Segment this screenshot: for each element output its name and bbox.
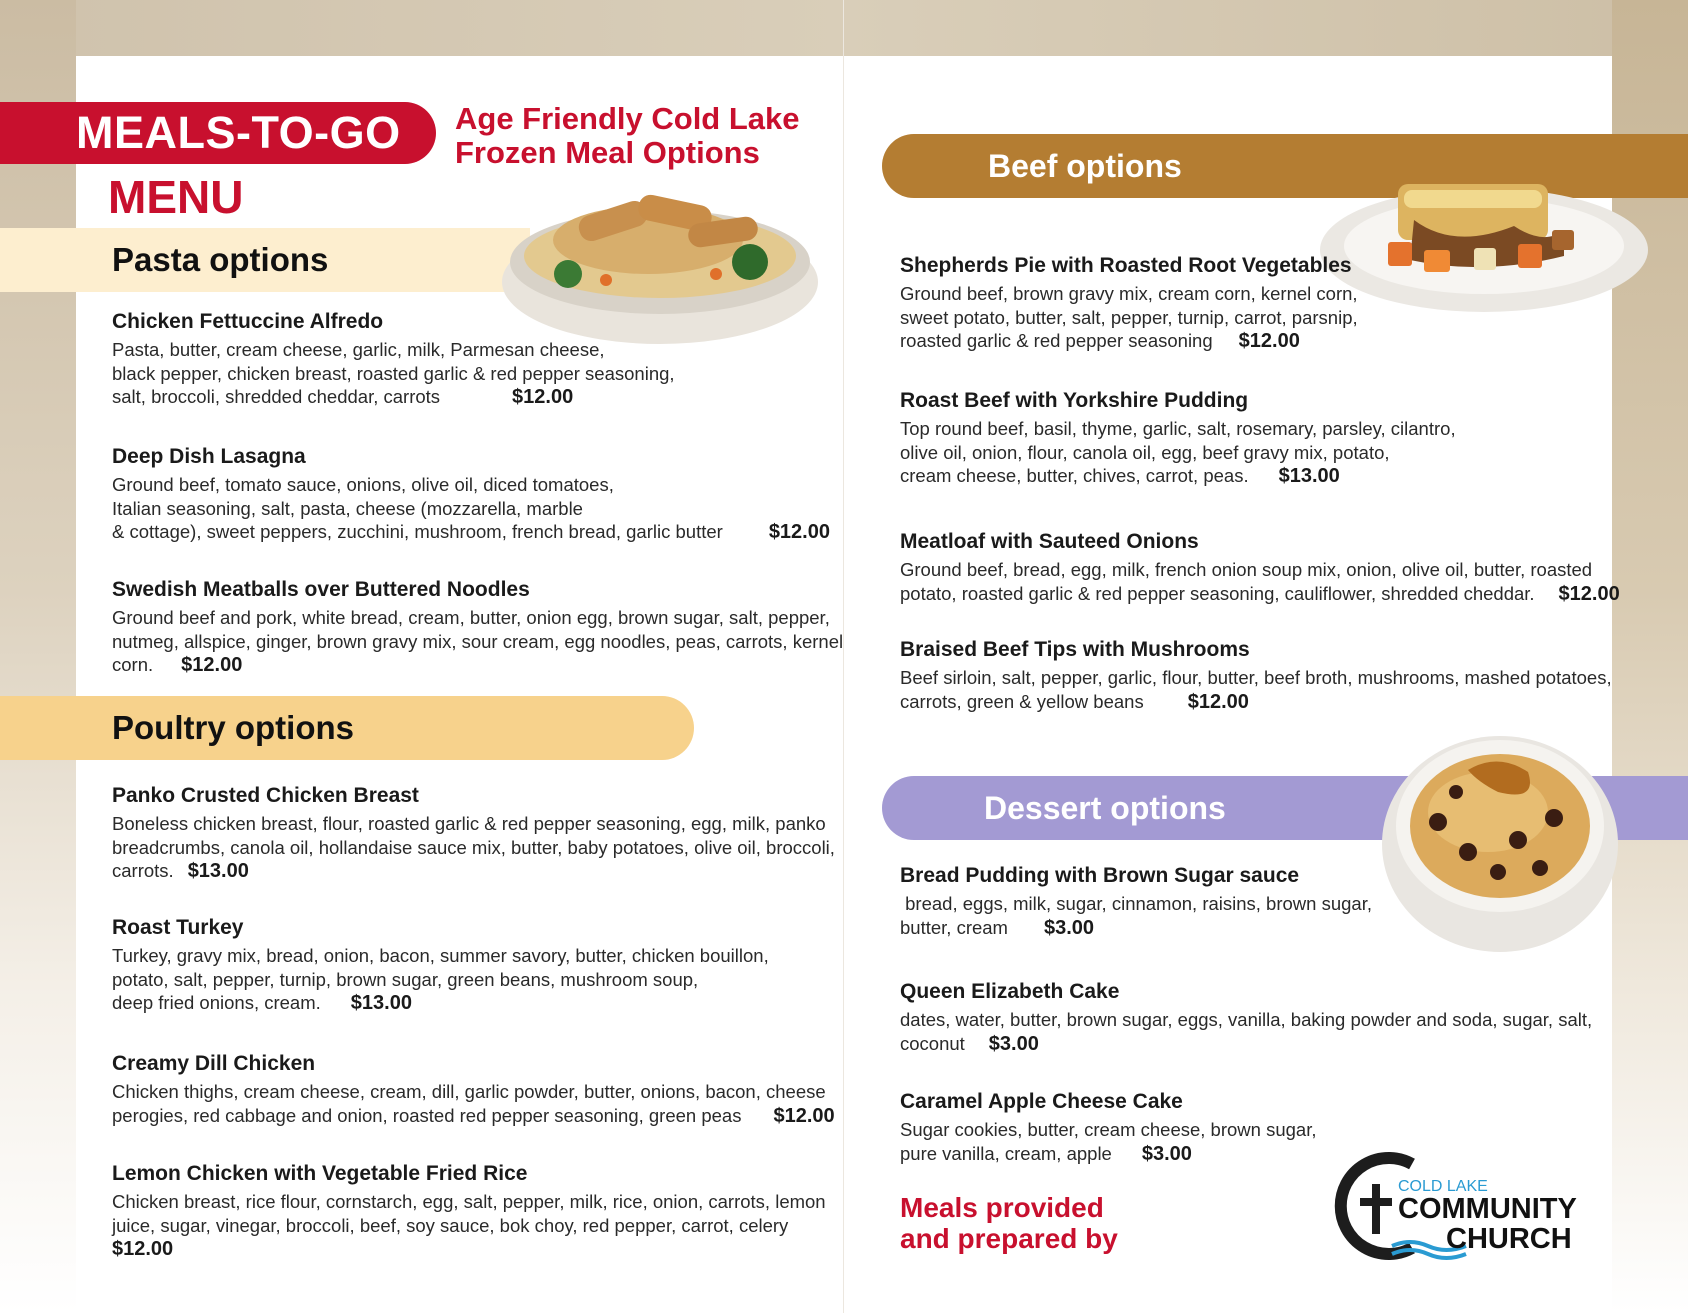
menu-subtitle: [455, 102, 800, 170]
menu-title: MEALS-TO-GO: [0, 102, 436, 164]
menu-item-roast-beef: [900, 389, 1456, 489]
footer-line-2: and prepared by: [900, 1223, 1118, 1254]
item-description-text: roasted garlic & red pepper seasoning: [900, 330, 1213, 351]
item-price: $12.00: [512, 386, 574, 408]
item-description-line: Pasta, butter, cream cheese, garlic, milk, Parmesan cheese,: [112, 339, 605, 360]
item-description-line: black pepper, chicken breast, roasted garlic & red pepper seasoning,: [112, 362, 675, 384]
item-description-text: deep fried onions, cream.: [112, 992, 321, 1013]
bread-pudding-photo: [1378, 722, 1622, 958]
footer-line-1: Meals provided: [900, 1192, 1104, 1223]
item-price: $13.00: [1278, 465, 1340, 487]
item-description-line: sweet potato, butter, salt, pepper, turnip, carrot, parsnip,: [900, 306, 1358, 328]
item-description-text: salt, broccoli, shredded cheddar, carrots: [112, 386, 441, 407]
menu-item-panko-crusted-chicken: [112, 784, 835, 884]
item-description-text: butter, cream: [900, 916, 1008, 938]
item-description-text: corn.: [112, 654, 154, 675]
item-name: Roast Turkey: [112, 916, 244, 939]
item-description-text: pure vanilla, cream, apple: [900, 1142, 1112, 1164]
item-description-line: [900, 690, 1612, 715]
item-name: Braised Beef Tips with Mushrooms: [900, 638, 1250, 661]
menu-item-shepherds-pie: [900, 254, 1358, 354]
item-description-line: [112, 520, 830, 545]
item-name: Queen Elizabeth Cake: [900, 980, 1120, 1003]
item-description-line: bread, eggs, milk, sugar, cinnamon, raisins, brown sugar,: [900, 893, 1372, 914]
item-description-line: [112, 859, 835, 884]
item-price: $12.00: [112, 1238, 174, 1260]
item-description-text: cream cheese, butter, chives, carrot, peas.: [900, 465, 1249, 486]
logo-line-1: COMMUNITY: [1398, 1193, 1577, 1225]
poultry-heading: Poultry options: [0, 696, 694, 760]
menu-item-roast-turkey: [112, 916, 769, 1016]
item-description-line: Beef sirloin, salt, pepper, garlic, flour, butter, beef broth, mushrooms, mashed potatoes,: [900, 667, 1612, 688]
item-description-line: Chicken thighs, cream cheese, cream, dill, garlic powder, butter, onions, bacon, cheese: [112, 1081, 826, 1102]
item-description-line: dates, water, butter, brown sugar, eggs, vanilla, baking powder and soda, sugar, salt,: [900, 1009, 1593, 1030]
item-price: $12.00: [181, 654, 243, 676]
item-description-line: [900, 464, 1456, 489]
item-price: $12.00: [773, 1104, 835, 1127]
item-description-line: [900, 916, 1372, 941]
item-description-line: [900, 1032, 1592, 1057]
item-description-line: [112, 1104, 835, 1129]
item-price: $13.00: [350, 992, 412, 1014]
item-description-line: [112, 1237, 826, 1262]
item-description-line: [112, 385, 675, 410]
item-description-line: Sugar cookies, butter, cream cheese, brown sugar,: [900, 1119, 1317, 1140]
item-description-line: Boneless chicken breast, flour, roasted garlic & red pepper seasoning, egg, milk, panko: [112, 813, 826, 834]
item-description-text: coconut: [900, 1032, 965, 1054]
item-description-line: Ground beef, bread, egg, milk, french onion soup mix, onion, olive oil, butter, roasted: [900, 559, 1593, 580]
page-fold: [843, 0, 844, 1313]
item-name: Meatloaf with Sauteed Onions: [900, 530, 1199, 553]
item-description-line: Italian seasoning, salt, pasta, cheese (mozzarella, marble: [112, 497, 583, 519]
menu-item-swedish-meatballs: [112, 578, 843, 678]
item-name: Panko Crusted Chicken Breast: [112, 784, 419, 807]
logo-small-text: COLD LAKE: [1398, 1178, 1488, 1195]
item-name: Deep Dish Lasagna: [112, 445, 306, 468]
menu-item-lemon-chicken: [112, 1162, 826, 1262]
shepherds-pie-photo: [1314, 160, 1654, 320]
item-name: Shepherds Pie with Roasted Root Vegetables: [900, 254, 1352, 277]
item-price: $13.00: [187, 860, 249, 882]
dessert-heading: Dessert options: [882, 776, 1688, 840]
logo-line-2: CHURCH: [1446, 1223, 1572, 1255]
item-price: $12.00: [1187, 690, 1249, 713]
menu-item-braised-beef-tips: [900, 638, 1612, 714]
item-price: $3.00: [1043, 916, 1095, 939]
item-name: Swedish Meatballs over Buttered Noodles: [112, 578, 530, 601]
item-description-text: carrots, green & yellow beans: [900, 690, 1144, 712]
item-description-line: Ground beef and pork, white bread, cream, butter, onion egg, brown sugar, salt, pepper,: [112, 607, 830, 628]
item-description-line: nutmeg, allspice, ginger, brown gravy mix, sour cream, egg noodles, peas, carrots, kernel: [112, 630, 844, 652]
item-name: Creamy Dill Chicken: [112, 1052, 316, 1075]
item-price: $12.00: [768, 521, 830, 543]
background-left: [0, 0, 76, 1313]
item-description-text: potato, roasted garlic & red pepper seasoning, cauliflower, shredded cheddar.: [900, 582, 1535, 604]
subtitle-line-1: Age Friendly Cold Lake: [455, 101, 800, 136]
item-description-text: carrots.: [112, 860, 174, 881]
item-description-line: [112, 991, 769, 1016]
menu-item-meatloaf: [900, 530, 1620, 606]
item-price: $12.00: [1558, 582, 1620, 605]
subtitle-line-2: Frozen Meal Options: [455, 135, 760, 170]
item-name: Bread Pudding with Brown Sugar sauce: [900, 864, 1300, 887]
item-description-line: Ground beef, tomato sauce, onions, olive oil, diced tomatoes,: [112, 474, 614, 495]
menu-word: MENU: [108, 171, 244, 223]
menu-item-queen-elizabeth-cake: [900, 980, 1592, 1056]
church-logo: [1320, 1150, 1580, 1262]
item-description-line: juice, sugar, vinegar, broccoli, beef, soy sauce, bok choy, red pepper, carrot, celery: [112, 1214, 789, 1236]
item-description-text: & cottage), sweet peppers, zucchini, mushroom, french bread, garlic butter: [112, 521, 723, 542]
item-price: $3.00: [1141, 1142, 1192, 1165]
menu-item-bread-pudding: [900, 864, 1372, 940]
item-description-line: Ground beef, brown gravy mix, cream corn, kernel corn,: [900, 283, 1358, 304]
menu-item-caramel-apple-cheese-cake: [900, 1090, 1316, 1166]
item-name: Caramel Apple Cheese Cake: [900, 1090, 1183, 1113]
menu-item-creamy-dill-chicken: [112, 1052, 835, 1128]
item-name: Chicken Fettuccine Alfredo: [112, 310, 384, 333]
item-description-line: Top round beef, basil, thyme, garlic, salt, rosemary, parsley, cilantro,: [900, 418, 1456, 439]
footer-credit: [900, 1192, 1118, 1254]
item-description-line: breadcrumbs, canola oil, hollandaise sauce mix, butter, baby potatoes, olive oil, broccoli,: [112, 836, 835, 858]
background-top: [0, 0, 1688, 56]
item-description-line: [900, 1142, 1316, 1167]
beef-heading: Beef options: [882, 134, 1688, 198]
item-price: $12.00: [1238, 330, 1300, 352]
menu-item-deep-dish-lasagna: [112, 445, 830, 545]
item-description-line: [900, 582, 1620, 607]
menu-item-chicken-fettuccine-alfredo: [112, 310, 675, 410]
item-description-line: Turkey, gravy mix, bread, onion, bacon, summer savory, butter, chicken bouillon,: [112, 945, 769, 966]
pasta-heading: Pasta options: [0, 228, 530, 292]
item-description-text: perogies, red cabbage and onion, roasted red pepper seasoning, green peas: [112, 1104, 742, 1126]
item-name: Roast Beef with Yorkshire Pudding: [900, 389, 1249, 412]
item-price: $3.00: [988, 1032, 1039, 1055]
item-description-line: potato, salt, pepper, turnip, brown sugar, green beans, mushroom soup,: [112, 968, 699, 990]
item-description-line: [112, 653, 843, 678]
item-description-line: [900, 329, 1358, 354]
item-description-line: olive oil, onion, flour, canola oil, egg, beef gravy mix, potato,: [900, 441, 1390, 463]
item-name: Lemon Chicken with Vegetable Fried Rice: [112, 1162, 528, 1185]
item-description-line: Chicken breast, rice flour, cornstarch, egg, salt, pepper, milk, rice, onion, carrots, lemon: [112, 1191, 826, 1212]
